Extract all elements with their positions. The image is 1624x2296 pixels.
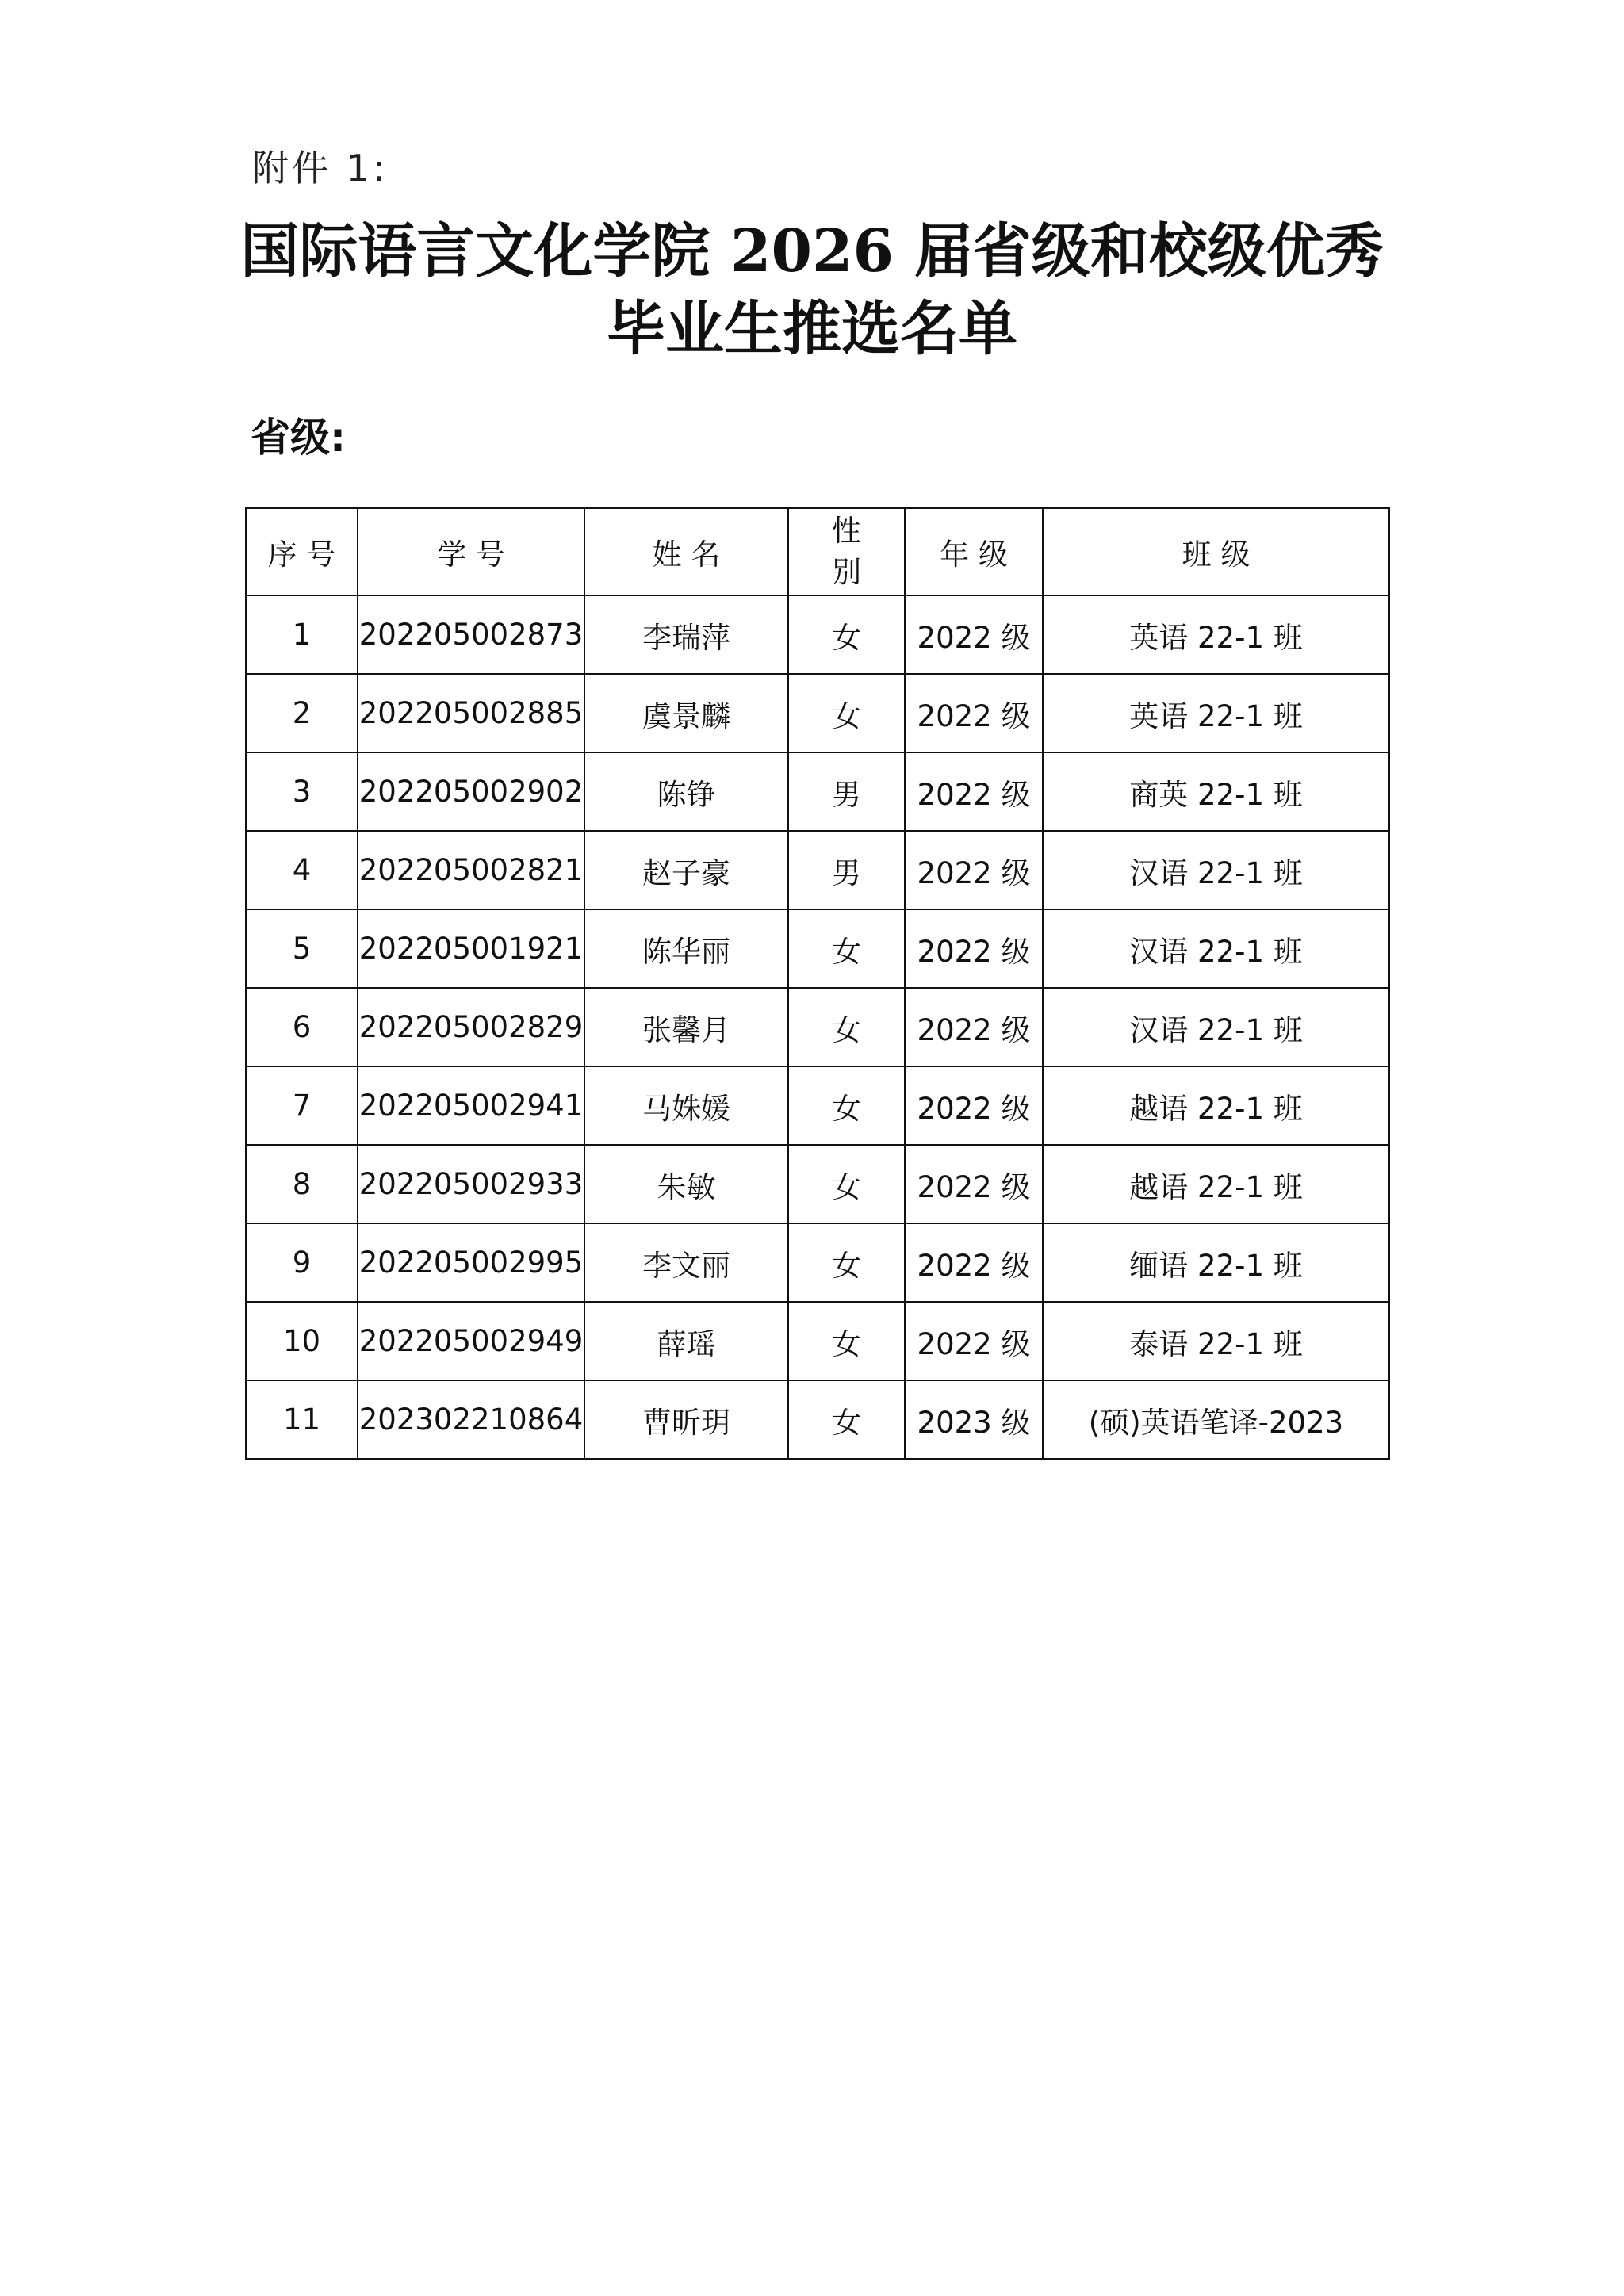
cell-student-id: 202302210864: [358, 1380, 584, 1459]
cell-class: 越语 22-1 班: [1043, 1145, 1389, 1223]
cell-class: 汉语 22-1 班: [1043, 831, 1389, 909]
cell-grade: 2022 级: [905, 1223, 1043, 1302]
table-row: [246, 909, 1389, 988]
cell-student-id: 202205002829: [358, 988, 584, 1066]
cell-gender: 男: [788, 831, 905, 909]
cell-grade: 2023 级: [905, 1380, 1043, 1459]
table-row: [246, 831, 1389, 909]
cell-grade: 2022 级: [905, 1066, 1043, 1145]
cell-index: 1: [246, 595, 358, 674]
cell-gender: 女: [788, 1380, 905, 1459]
cell-name: 李瑞萍: [584, 595, 788, 674]
cell-index: 7: [246, 1066, 358, 1145]
document-title-line-1: 国际语言文化学院 2026 届省级和校级优秀: [240, 217, 1384, 285]
cell-class: 英语 22-1 班: [1043, 674, 1389, 752]
header-student-id: 学 号: [358, 508, 584, 595]
cell-student-id: 202205002885: [358, 674, 584, 752]
header-grade: 年 级: [905, 508, 1043, 595]
cell-grade: 2022 级: [905, 752, 1043, 831]
header-name: 姓 名: [584, 508, 788, 595]
cell-class: 汉语 22-1 班: [1043, 909, 1389, 988]
cell-class: 汉语 22-1 班: [1043, 988, 1389, 1066]
cell-name: 马姝媛: [584, 1066, 788, 1145]
header-index: 序 号: [246, 508, 358, 595]
cell-gender: 女: [788, 674, 905, 752]
cell-student-id: 202205002941: [358, 1066, 584, 1145]
cell-gender: 女: [788, 1302, 905, 1380]
cell-class: 商英 22-1 班: [1043, 752, 1389, 831]
cell-grade: 2022 级: [905, 674, 1043, 752]
table-row: [246, 674, 1389, 752]
table-row: [246, 1302, 1389, 1380]
cell-name: 陈铮: [584, 752, 788, 831]
cell-index: 9: [246, 1223, 358, 1302]
cell-name: 曹昕玥: [584, 1380, 788, 1459]
cell-grade: 2022 级: [905, 1302, 1043, 1380]
cell-index: 2: [246, 674, 358, 752]
cell-name: 陈华丽: [584, 909, 788, 988]
table-row: [246, 1145, 1389, 1223]
cell-student-id: 202205002902: [358, 752, 584, 831]
header-gender: [788, 508, 905, 595]
cell-name: 赵子豪: [584, 831, 788, 909]
table-row: [246, 1380, 1389, 1459]
table-header-row: [246, 508, 1389, 595]
table-row: [246, 988, 1389, 1066]
cell-gender: 女: [788, 988, 905, 1066]
cell-student-id: 202205002949: [358, 1302, 584, 1380]
document-title-line-2: 毕业生推选名单: [607, 295, 1017, 363]
cell-grade: 2022 级: [905, 1145, 1043, 1223]
cell-name: 虞景麟: [584, 674, 788, 752]
cell-grade: 2022 级: [905, 595, 1043, 674]
cell-gender: 女: [788, 1066, 905, 1145]
cell-class: 泰语 22-1 班: [1043, 1302, 1389, 1380]
cell-student-id: 202205001921: [358, 909, 584, 988]
cell-class: (硕)英语笔译-2023: [1043, 1380, 1389, 1459]
cell-grade: 2022 级: [905, 988, 1043, 1066]
cell-student-id: 202205002995: [358, 1223, 584, 1302]
cell-gender: 女: [788, 595, 905, 674]
cell-index: 5: [246, 909, 358, 988]
cell-index: 11: [246, 1380, 358, 1459]
table-row: [246, 1223, 1389, 1302]
cell-gender: 女: [788, 1223, 905, 1302]
cell-name: 张馨月: [584, 988, 788, 1066]
cell-name: 朱敏: [584, 1145, 788, 1223]
cell-index: 3: [246, 752, 358, 831]
cell-name: 薛瑶: [584, 1302, 788, 1380]
table-row: [246, 1066, 1389, 1145]
section-label-provincial: 省级:: [251, 415, 346, 461]
cell-index: 4: [246, 831, 358, 909]
cell-student-id: 202205002933: [358, 1145, 584, 1223]
cell-class: 英语 22-1 班: [1043, 595, 1389, 674]
header-class: 班 级: [1043, 508, 1389, 595]
attachment-label: 附件 1:: [252, 147, 389, 189]
cell-name: 李文丽: [584, 1223, 788, 1302]
cell-index: 10: [246, 1302, 358, 1380]
table-row: [246, 595, 1389, 674]
cell-index: 8: [246, 1145, 358, 1223]
cell-grade: 2022 级: [905, 909, 1043, 988]
cell-gender: 女: [788, 909, 905, 988]
cell-class: 越语 22-1 班: [1043, 1066, 1389, 1145]
cell-gender: 男: [788, 752, 905, 831]
cell-grade: 2022 级: [905, 831, 1043, 909]
cell-student-id: 202205002873: [358, 595, 584, 674]
cell-student-id: 202205002821: [358, 831, 584, 909]
cell-index: 6: [246, 988, 358, 1066]
cell-gender: 女: [788, 1145, 905, 1223]
recommendation-table: [245, 507, 1390, 1460]
header-gender-label: 性别: [832, 514, 861, 589]
cell-class: 缅语 22-1 班: [1043, 1223, 1389, 1302]
table-row: [246, 752, 1389, 831]
